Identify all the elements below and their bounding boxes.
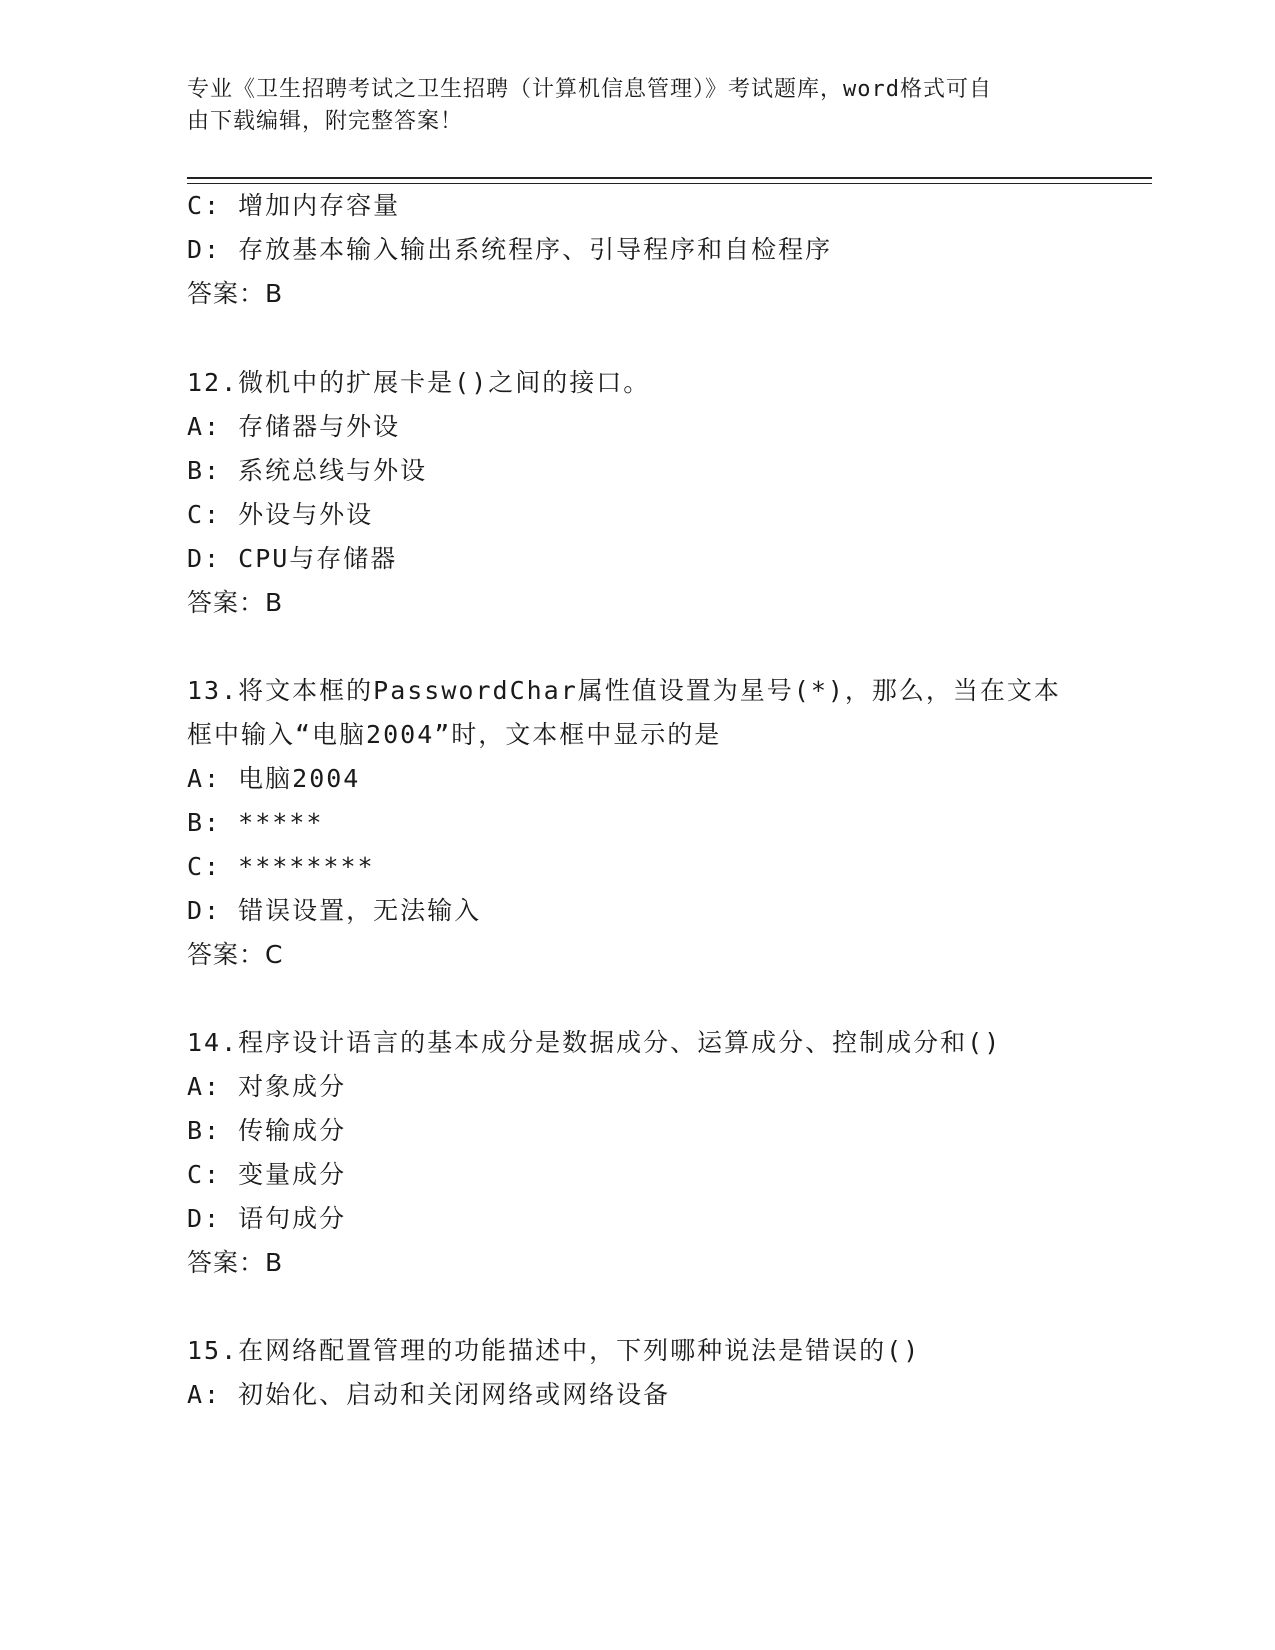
answer: 答案：B xyxy=(187,279,284,308)
page-header xyxy=(187,74,1067,138)
option-c: C: 变量成分 xyxy=(187,1160,347,1189)
option-c: C: ******** xyxy=(187,852,375,881)
question-stem: 12.微机中的扩展卡是()之间的接口。 xyxy=(187,368,651,397)
option-b: B: 传输成分 xyxy=(187,1116,347,1145)
answer: 答案：C xyxy=(187,940,284,969)
option-d: D: 错误设置，无法输入 xyxy=(187,896,482,925)
answer: 答案：B xyxy=(187,1248,284,1277)
option-d: D: CPU与存储器 xyxy=(187,544,398,573)
option-a: A: 对象成分 xyxy=(187,1072,347,1101)
option-c: C: 外设与外设 xyxy=(187,500,374,529)
answer: 答案：B xyxy=(187,588,284,617)
question-stem-line-2: 框中输入“电脑2004”时，文本框中显示的是 xyxy=(187,720,722,749)
option-a: A: 电脑2004 xyxy=(187,764,361,793)
option-a: A: 存储器与外设 xyxy=(187,412,401,441)
option-d: D: 语句成分 xyxy=(187,1204,347,1233)
option-c: C: 增加内存容量 xyxy=(187,191,401,220)
header-line-1: 专业《卫生招聘考试之卫生招聘（计算机信息管理）》考试题库，word格式可自 xyxy=(187,77,992,102)
question-stem: 13.将文本框的PasswordChar属性值设置为星号(*)，那么，当在文本 xyxy=(187,676,1061,705)
question-stem: 14.程序设计语言的基本成分是数据成分、运算成分、控制成分和() xyxy=(187,1028,1002,1057)
header-line-2: 由下载编辑，附完整答案！ xyxy=(187,109,464,134)
option-a: A: 初始化、启动和关闭网络或网络设备 xyxy=(187,1380,671,1409)
question-stem: 15.在网络配置管理的功能描述中，下列哪种说法是错误的() xyxy=(187,1336,921,1365)
header-divider-thick xyxy=(187,177,1152,179)
option-b: B: 系统总线与外设 xyxy=(187,456,428,485)
option-b: B: ***** xyxy=(187,808,324,837)
option-d: D: 存放基本输入输出系统程序、引导程序和自检程序 xyxy=(187,235,833,264)
header-divider-thin xyxy=(187,183,1152,184)
